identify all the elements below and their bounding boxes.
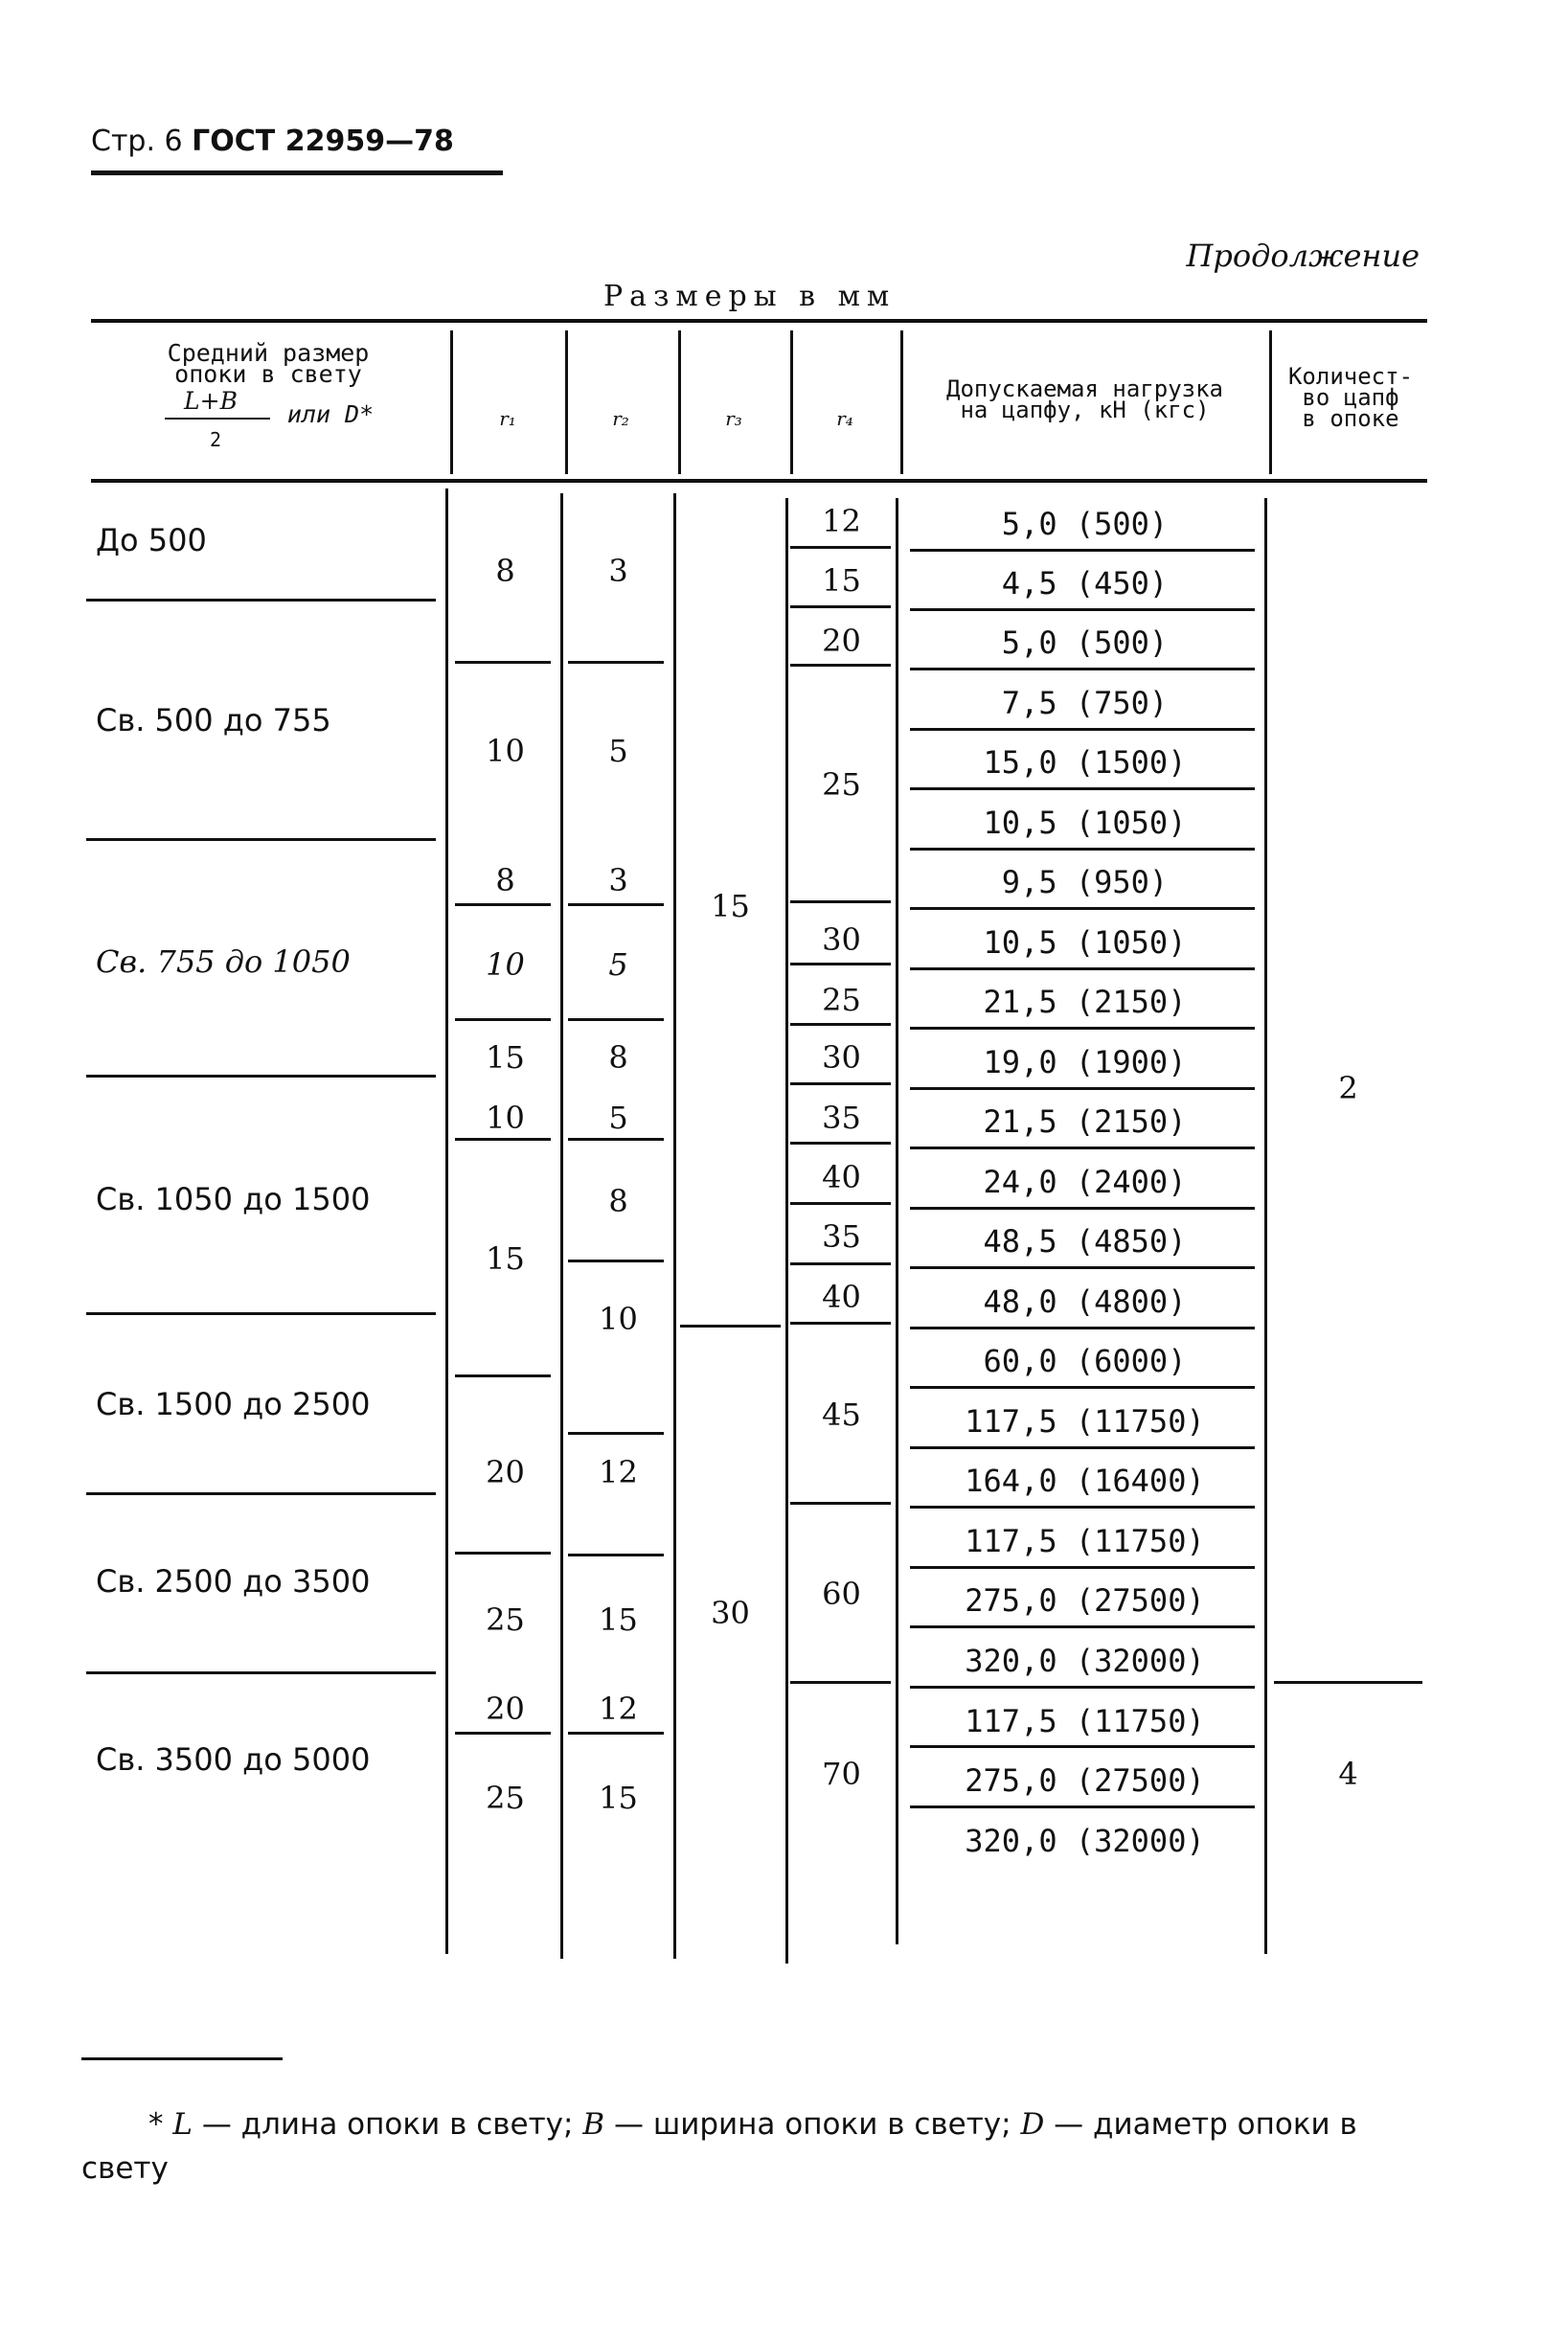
cell-separator <box>910 728 1255 731</box>
cell-separator <box>910 1446 1255 1449</box>
r1-cell: 10 <box>486 946 525 983</box>
header-load-line: Допускаемая нагрузка <box>946 375 1223 402</box>
cell-separator <box>790 546 891 549</box>
r1-cell: 8 <box>495 862 515 898</box>
cell-separator <box>910 1625 1255 1628</box>
cell-separator <box>910 907 1255 910</box>
cell-separator <box>1274 1681 1422 1684</box>
row-label: Св. 755 до 1050 <box>96 943 351 980</box>
header-size-numerator: L+B <box>184 387 238 415</box>
header-divider <box>1269 330 1272 474</box>
table-top-rule <box>91 319 1427 323</box>
load-cell: 7,5 (750) <box>1001 685 1169 721</box>
r2-cell: 8 <box>608 1039 628 1076</box>
load-cell: 117,5 (11750) <box>965 1523 1205 1559</box>
header-rule <box>91 170 503 175</box>
r1-cell: 25 <box>486 1780 525 1816</box>
count-cell: 4 <box>1338 1756 1358 1792</box>
r4-cell: 35 <box>822 1218 861 1255</box>
cell-separator <box>455 903 551 906</box>
r4-cell: 70 <box>822 1756 861 1792</box>
header-load <box>910 375 1260 423</box>
load-cell: 21,5 (2150) <box>983 1103 1187 1140</box>
cell-separator <box>790 1202 891 1205</box>
cell-separator <box>910 1147 1255 1149</box>
r4-cell: 15 <box>822 562 861 599</box>
row-separator <box>86 838 436 841</box>
r4-cell: 30 <box>822 921 861 958</box>
cell-separator <box>568 903 664 906</box>
header-r3: r₃ <box>725 407 742 430</box>
cell-separator <box>455 1374 551 1377</box>
cell-separator <box>790 1023 891 1026</box>
r4-cell: 12 <box>822 503 861 539</box>
header-divider <box>450 330 453 474</box>
header-divider <box>790 330 793 474</box>
footnote <box>81 2102 1422 2191</box>
cell-separator <box>568 1018 664 1021</box>
column-divider <box>560 493 563 1959</box>
r4-cell: 25 <box>822 766 861 803</box>
cell-separator <box>455 1732 551 1735</box>
header-r4: r₄ <box>836 407 853 430</box>
r1-cell: 8 <box>495 553 515 589</box>
column-divider <box>1264 498 1267 1954</box>
row-label: Св. 1050 до 1500 <box>96 1181 371 1217</box>
cell-separator <box>455 1138 551 1141</box>
load-cell: 15,0 (1500) <box>983 744 1187 781</box>
cell-separator <box>910 787 1255 790</box>
cell-separator <box>910 1566 1255 1569</box>
r2-cell: 3 <box>608 862 628 898</box>
header-size-line: Средний размер <box>167 339 370 367</box>
cell-separator <box>790 1142 891 1145</box>
row-separator <box>86 1671 436 1674</box>
header-divider <box>678 330 681 474</box>
r2-cell: 8 <box>608 1183 628 1219</box>
header-count-line: во цапф <box>1302 384 1399 411</box>
cell-separator <box>910 967 1255 970</box>
r1-cell: 20 <box>486 1691 525 1727</box>
units-caption: Размеры в мм <box>603 280 897 313</box>
cell-separator <box>910 1386 1255 1389</box>
cell-separator <box>910 1327 1255 1329</box>
r4-cell: 40 <box>822 1279 861 1315</box>
cell-separator <box>568 1260 664 1262</box>
cell-separator <box>790 664 891 667</box>
r1-cell: 20 <box>486 1454 525 1490</box>
header-size-or: или D* <box>286 400 375 428</box>
load-cell: 21,5 (2150) <box>983 984 1187 1020</box>
cell-separator <box>790 900 891 903</box>
cell-separator <box>910 608 1255 611</box>
r4-cell: 30 <box>822 1039 861 1076</box>
cell-separator <box>790 1082 891 1085</box>
load-cell: 117,5 (11750) <box>965 1703 1205 1739</box>
load-cell: 4,5 (450) <box>1001 565 1169 602</box>
footnote-b-symbol: B <box>582 2107 605 2142</box>
cell-separator <box>910 1805 1255 1808</box>
load-cell: 10,5 (1050) <box>983 924 1187 961</box>
header-bottom-rule <box>91 479 1427 483</box>
r1-cell: 10 <box>486 1100 525 1136</box>
r3-cell: 15 <box>711 888 750 924</box>
r1-cell: 10 <box>486 733 525 769</box>
cell-separator <box>910 549 1255 552</box>
column-divider <box>445 488 448 1954</box>
cell-separator <box>910 848 1255 851</box>
r2-cell: 15 <box>599 1780 638 1816</box>
cell-separator <box>568 1732 664 1735</box>
continuation-label: Продолжение <box>1186 238 1420 274</box>
cell-separator <box>790 1262 891 1265</box>
load-cell: 164,0 (16400) <box>965 1463 1205 1499</box>
r3-cell: 30 <box>711 1595 750 1631</box>
load-cell: 9,5 (950) <box>1001 864 1169 900</box>
footnote-l-symbol: L <box>172 2107 193 2142</box>
row-label: Св. 2500 до 3500 <box>96 1563 371 1600</box>
footnote-d-symbol: D <box>1020 2107 1045 2142</box>
r2-cell: 15 <box>599 1601 638 1638</box>
cell-separator <box>910 1027 1255 1030</box>
load-cell: 60,0 (6000) <box>983 1343 1187 1379</box>
column-divider <box>673 493 676 1959</box>
r1-cell: 15 <box>486 1240 525 1277</box>
load-cell: 48,5 (4850) <box>983 1223 1187 1260</box>
load-cell: 19,0 (1900) <box>983 1044 1187 1080</box>
standard-number: ГОСТ 22959—78 <box>192 125 454 158</box>
cell-separator <box>568 661 664 664</box>
r2-cell: 5 <box>608 946 628 983</box>
r4-cell: 20 <box>822 623 861 659</box>
header-divider <box>900 330 903 474</box>
r2-cell: 5 <box>608 733 628 769</box>
footnote-b-text: — ширина опоки в свету; <box>613 2107 1011 2142</box>
r2-cell: 12 <box>599 1454 638 1490</box>
load-cell: 5,0 (500) <box>1001 624 1169 661</box>
header-r1: r₁ <box>499 407 516 430</box>
cell-separator <box>790 1681 891 1684</box>
cell-separator <box>568 1432 664 1435</box>
footnote-l-text: — длина опоки в свету; <box>201 2107 574 2142</box>
cell-separator <box>455 1552 551 1555</box>
cell-separator <box>568 1138 664 1141</box>
footnote-star: * <box>148 2107 164 2142</box>
column-divider <box>896 498 898 1944</box>
cell-separator <box>790 1322 891 1325</box>
cell-separator <box>455 1018 551 1021</box>
header-count-line: в опоке <box>1302 405 1399 432</box>
load-cell: 320,0 (32000) <box>965 1823 1205 1859</box>
load-cell: 48,0 (4800) <box>983 1283 1187 1320</box>
cell-separator <box>910 1087 1255 1090</box>
r4-cell: 60 <box>822 1576 861 1612</box>
header-size-line: опоки в свету <box>174 360 362 388</box>
cell-separator <box>680 1325 781 1328</box>
footnote-rule <box>81 2057 283 2060</box>
page-label: Стр. 6 <box>91 125 183 158</box>
r1-cell: 25 <box>486 1601 525 1638</box>
r2-cell: 10 <box>599 1301 638 1337</box>
load-cell: 117,5 (11750) <box>965 1403 1205 1440</box>
r4-cell: 40 <box>822 1159 861 1195</box>
cell-separator <box>790 1502 891 1505</box>
cell-separator <box>910 1506 1255 1509</box>
fraction-bar <box>165 418 270 420</box>
r2-cell: 12 <box>599 1691 638 1727</box>
footnote-d-text: — диаметр опоки в свету <box>81 2107 1357 2186</box>
r4-cell: 25 <box>822 982 861 1018</box>
page-header <box>91 125 454 158</box>
r4-cell: 35 <box>822 1100 861 1136</box>
header-size <box>105 339 431 388</box>
load-cell: 320,0 (32000) <box>965 1643 1205 1679</box>
load-cell: 275,0 (27500) <box>965 1582 1205 1619</box>
cell-separator <box>910 1207 1255 1210</box>
row-label: Св. 500 до 755 <box>96 702 331 738</box>
r1-cell: 15 <box>486 1039 525 1076</box>
cell-separator <box>910 1745 1255 1748</box>
row-label: Св. 3500 до 5000 <box>96 1741 371 1778</box>
cell-separator <box>910 1266 1255 1269</box>
row-label: Св. 1500 до 2500 <box>96 1386 371 1422</box>
header-load-line: на цапфу, кН (кгс) <box>960 397 1210 423</box>
row-label: До 500 <box>96 522 207 558</box>
r2-cell: 3 <box>608 553 628 589</box>
row-separator <box>86 1492 436 1495</box>
row-separator <box>86 599 436 602</box>
cell-separator <box>910 1686 1255 1689</box>
header-size-denominator: 2 <box>209 428 222 451</box>
row-separator <box>86 1312 436 1315</box>
load-cell: 275,0 (27500) <box>965 1762 1205 1799</box>
load-cell: 10,5 (1050) <box>983 805 1187 841</box>
header-divider <box>565 330 568 474</box>
cell-separator <box>910 668 1255 670</box>
header-count-line: Количест- <box>1287 363 1414 390</box>
load-cell: 24,0 (2400) <box>983 1164 1187 1200</box>
row-separator <box>86 1075 436 1078</box>
header-r2: r₂ <box>612 407 629 430</box>
cell-separator <box>455 661 551 664</box>
cell-separator <box>790 963 891 965</box>
r2-cell: 5 <box>608 1100 628 1136</box>
cell-separator <box>568 1554 664 1556</box>
header-count <box>1274 363 1427 432</box>
count-cell: 2 <box>1338 1070 1358 1106</box>
cell-separator <box>790 605 891 608</box>
load-cell: 5,0 (500) <box>1001 506 1169 542</box>
r4-cell: 45 <box>822 1397 861 1433</box>
